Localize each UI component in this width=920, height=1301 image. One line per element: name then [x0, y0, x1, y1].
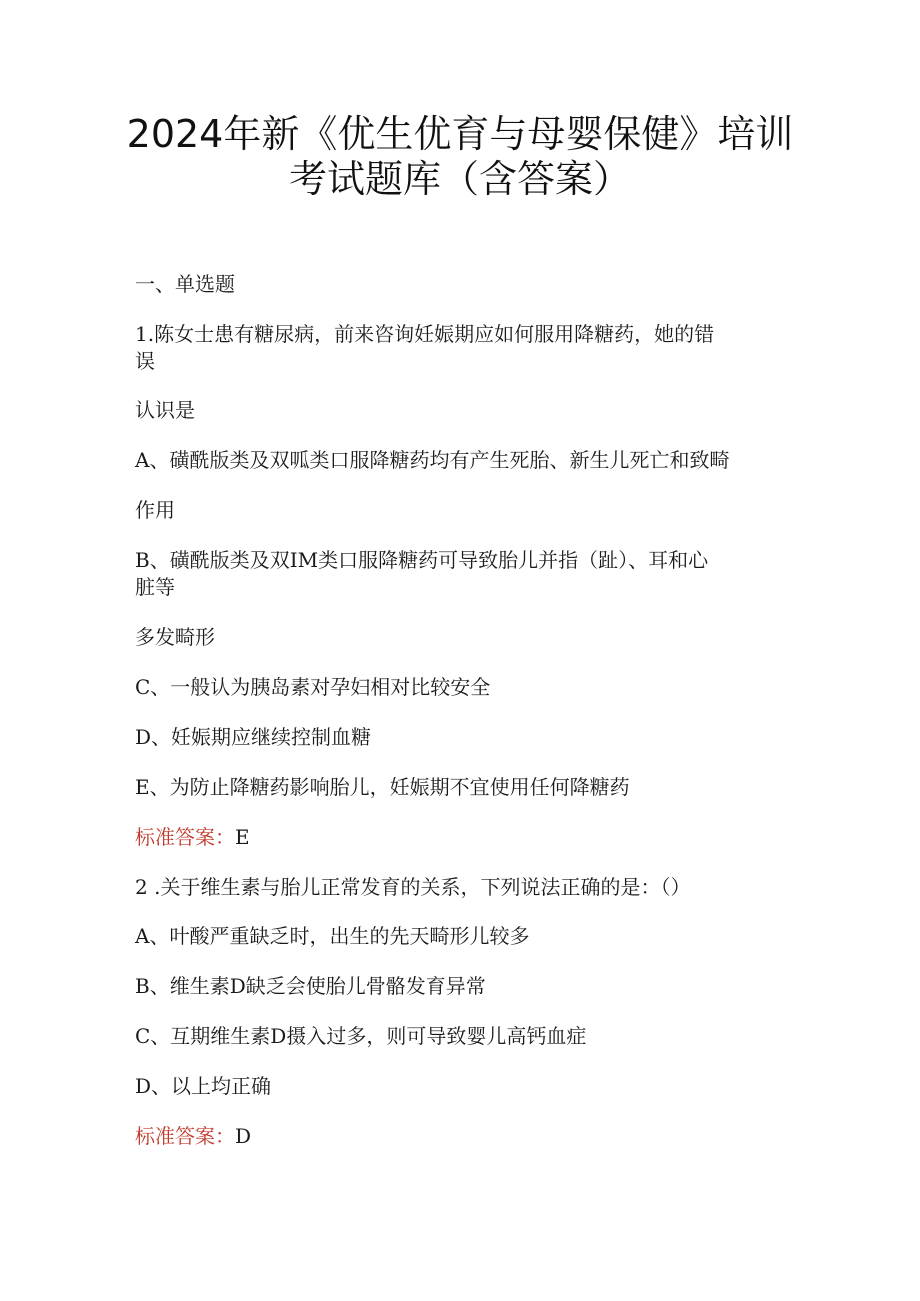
question-1-option-a-line1: A、磺酰版类及双呱类口服降糖药均有产生死胎、新生儿死亡和致畸 — [135, 448, 730, 472]
question-2-option-a: A、叶酸严重缺乏时，出生的先天畸形儿较多 — [135, 924, 530, 948]
answer-value: E — [235, 825, 250, 849]
question-1-option-d: D、妊娠期应继续控制血糖 — [135, 725, 372, 749]
question-1-option-b-line1: B、磺酰版类及双IM类口服降糖药可导致胎儿并指（趾）、耳和心 — [135, 548, 709, 572]
question-1-answer — [135, 823, 250, 851]
document-title-line1: 2024年新《优生优育与母婴保健》培训 — [126, 112, 794, 156]
question-2-option-c: C、互期维生素D摄入过多，则可导致婴儿高钙血症 — [135, 1024, 587, 1048]
question-1-option-b-line3: 多发畸形 — [135, 625, 215, 649]
question-1-stem-line2: 误 — [135, 349, 155, 373]
answer-value: D — [235, 1124, 252, 1148]
question-2-stem: 2 .关于维生素与胎儿正常发育的关系，下列说法正确的是：（） — [135, 875, 691, 899]
question-1-option-e: E、为防止降糖药影响胎儿，妊娠期不宜使用任何降糖药 — [135, 775, 630, 799]
answer-label: 标准答案： — [135, 1124, 235, 1148]
question-1-option-b-line2: 脏等 — [135, 575, 175, 599]
question-1-option-a-line2: 作用 — [135, 498, 175, 522]
question-2-option-d: D、以上均正确 — [135, 1074, 272, 1098]
question-1-stem-line1: 1.陈女士患有糖尿病，前来咨询妊娠期应如何服用降糖药，她的错 — [135, 322, 715, 346]
section-heading: 一、单选题 — [135, 272, 235, 296]
document-title-line2: 考试题库（含答案） — [288, 157, 631, 201]
question-2-answer — [135, 1122, 251, 1150]
question-1-option-c: C、一般认为胰岛素对孕妇相对比较安全 — [135, 675, 491, 699]
answer-label: 标准答案： — [135, 825, 235, 849]
question-1-stem-line3: 认识是 — [135, 398, 195, 422]
question-2-option-b: B、维生素D缺乏会使胎儿骨骼发育异常 — [135, 974, 486, 998]
